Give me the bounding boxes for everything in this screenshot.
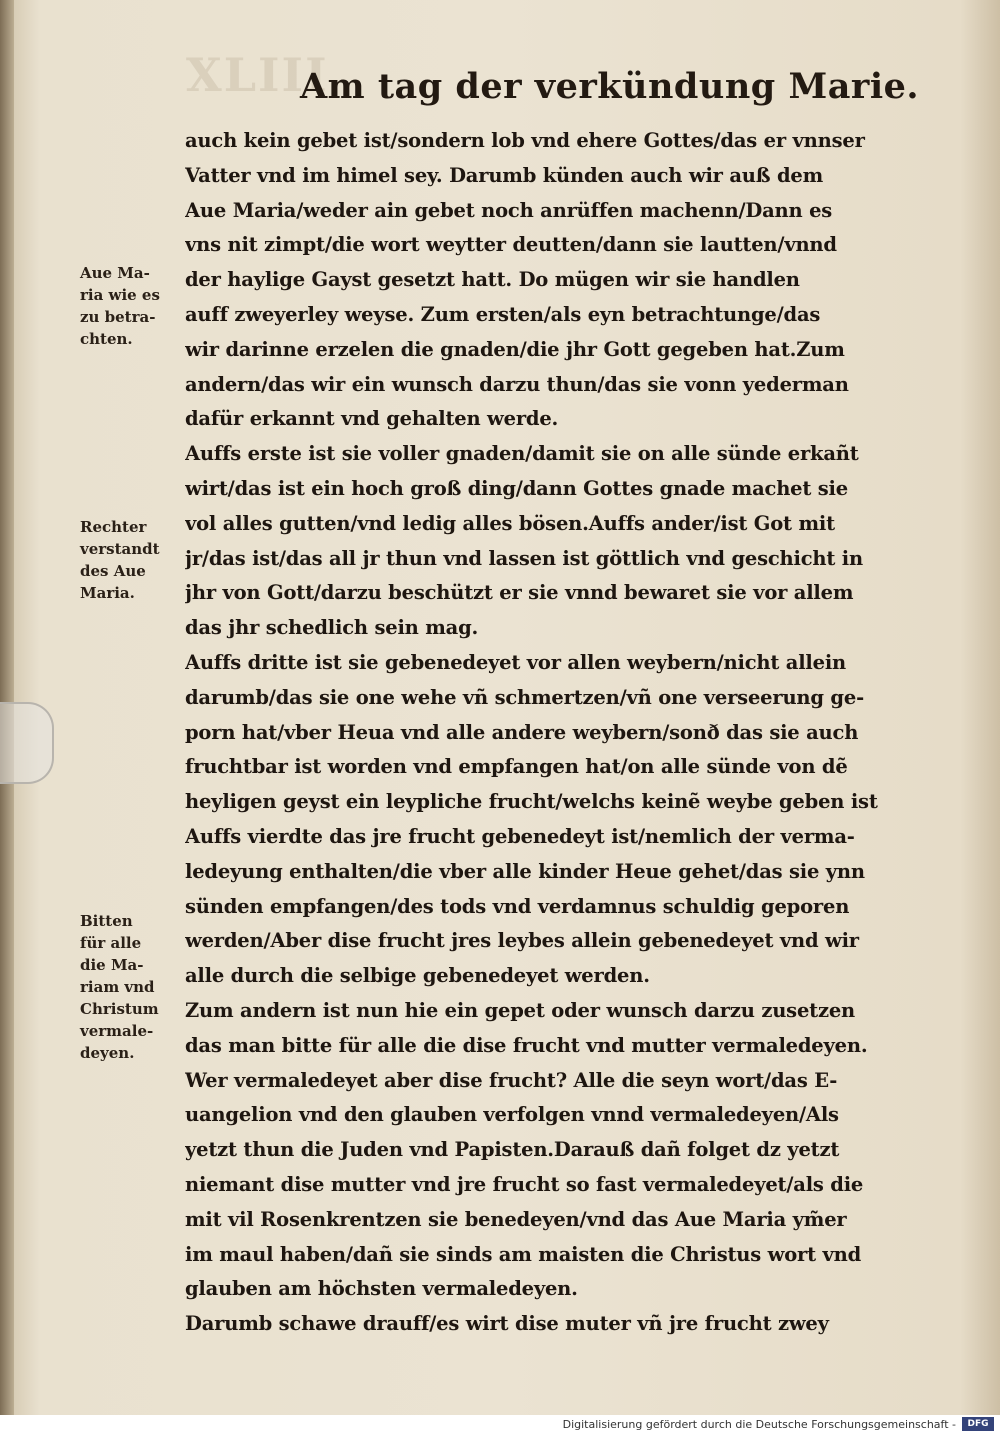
- text-line: niemant dise mutter vnd jre frucht so fast vermaledeyet/als die: [185, 1172, 864, 1196]
- margin-note-line: verstandt: [80, 540, 160, 558]
- bleed-through-text: XLIII: [186, 48, 329, 102]
- margin-note-line: Bitten: [80, 912, 133, 930]
- text-line: vns nit zimpt/die wort weytter deutten/dann sie lautten/vnnd: [185, 233, 837, 257]
- text-line: fruchtbar ist worden vnd empfangen hat/on alle sünde von dẽ: [185, 755, 848, 779]
- margin-note-line: Rechter: [80, 518, 147, 536]
- text-line: uangelion vnd den glauben verfolgen vnnd vermaledeyen/Als: [185, 1103, 839, 1127]
- margin-note-line: riam vnd: [80, 978, 155, 996]
- margin-note-bitten: [80, 910, 180, 1064]
- margin-note-line: Aue Ma-: [80, 264, 150, 282]
- text-line: Wer vermaledeyet aber dise frucht? Alle die seyn wort/das E-: [185, 1068, 838, 1092]
- text-line: Zum andern ist nun hie ein gepet oder wunsch darzu zusetzen: [185, 998, 856, 1022]
- page-clip: [0, 702, 54, 784]
- margin-note-ave-maria: [80, 262, 180, 350]
- margin-note-line: Christum: [80, 1000, 159, 1018]
- margin-note-line: des Aue: [80, 562, 146, 580]
- text-line: wir darinne erzelen die gnaden/die jhr Gott gegeben hat.Zum: [185, 337, 845, 361]
- margin-note-line: vermale-: [80, 1022, 154, 1040]
- text-line: alle durch die selbige gebenedeyet werden.: [185, 964, 650, 988]
- dfg-logo: DFG: [962, 1417, 994, 1431]
- margin-note-line: zu betra-: [80, 308, 156, 326]
- text-line: auff zweyerley weyse. Zum ersten/als eyn betrachtunge/das: [185, 302, 821, 326]
- text-line: Aue Maria/weder ain gebet noch anrüffen machenn/Dann es: [185, 198, 833, 222]
- text-line: mit vil Rosenkrentzen sie benedeyen/vnd das Aue Maria ym̃er: [185, 1207, 847, 1231]
- text-line: heyligen geyst ein leypliche frucht/welchs keinẽ weybe geben ist: [185, 790, 878, 814]
- text-line: Darumb schawe drauff/es wirt dise muter vñ jre frucht zwey: [185, 1312, 829, 1336]
- text-line: im maul haben/dañ sie sinds am maisten die Christus wort vnd: [185, 1242, 862, 1266]
- text-line: Auffs erste ist sie voller gnaden/damit sie on alle sünde erkañt: [185, 442, 859, 466]
- margin-note-line: die Ma-: [80, 956, 144, 974]
- text-line: yetzt thun die Juden vnd Papisten.Darauß dañ folget dz yetzt: [185, 1138, 840, 1162]
- margin-note-line: für alle: [80, 934, 142, 952]
- text-line: Auffs dritte ist sie gebenedeyet vor allen weybern/nicht allein: [185, 650, 847, 674]
- text-line: auch kein gebet ist/sondern lob vnd ehere Gottes/das er vnnser: [185, 129, 865, 152]
- text-line: vol alles gutten/vnd ledig alles bösen.Auffs ander/ist Got mit: [185, 511, 835, 535]
- text-line: Vatter vnd im himel sey. Darumb künden auch wir auß dem: [185, 163, 824, 187]
- text-line: Auffs vierdte das jre frucht gebenedeyt ist/nemlich der verma-: [185, 824, 855, 848]
- body-text: [185, 124, 925, 1342]
- text-line: jr/das ist/das all jr thun vnd lassen ist göttlich vnd geschicht in: [185, 546, 863, 570]
- text-line: dafür erkannt vnd gehalten werde.: [185, 407, 559, 431]
- text-line: das man bitte für alle die dise frucht vnd mutter vermaledeyen.: [185, 1033, 868, 1057]
- footer-bar: [0, 1415, 1000, 1434]
- text-line: werden/Aber dise frucht jres leybes allein gebenedeyet vnd wir: [185, 929, 859, 953]
- text-line: der haylige Gayst gesetzt hatt. Do mügen wir sie handlen: [185, 268, 800, 292]
- text-line: andern/das wir ein wunsch darzu thun/das sie vonn yederman: [185, 372, 849, 396]
- text-line: glauben am höchsten vermaledeyen.: [185, 1277, 578, 1301]
- text-line: darumb/das sie one wehe vñ schmertzen/vñ one verseerung ge-: [185, 685, 864, 709]
- running-head: Am tag der verkündung Marie.: [300, 66, 920, 107]
- text-line: das jhr schedlich sein mag.: [185, 616, 479, 640]
- margin-note-line: chten.: [80, 330, 133, 348]
- margin-note-rechter-verstandt: [80, 516, 180, 604]
- margin-note-line: Maria.: [80, 584, 135, 602]
- text-line: jhr von Gott/darzu beschützt er sie vnnd bewaret sie vor allem: [185, 581, 854, 605]
- text-line: porn hat/vber Heua vnd alle andere weybern/sonð das sie auch: [185, 720, 859, 744]
- margin-note-line: ria wie es: [80, 286, 160, 304]
- margin-note-line: deyen.: [80, 1044, 135, 1062]
- footer-credit: Digitalisierung gefördert durch die Deutsche Forschungsgemeinschaft -: [562, 1418, 956, 1431]
- text-line: wirt/das ist ein hoch groß ding/dann Gottes gnade machet sie: [185, 476, 848, 500]
- text-line: sünden empfangen/des tods vnd verdamnus schuldig geporen: [185, 894, 850, 918]
- text-line: ledeyung enthalten/die vber alle kinder Heue gehet/das sie ynn: [185, 859, 865, 883]
